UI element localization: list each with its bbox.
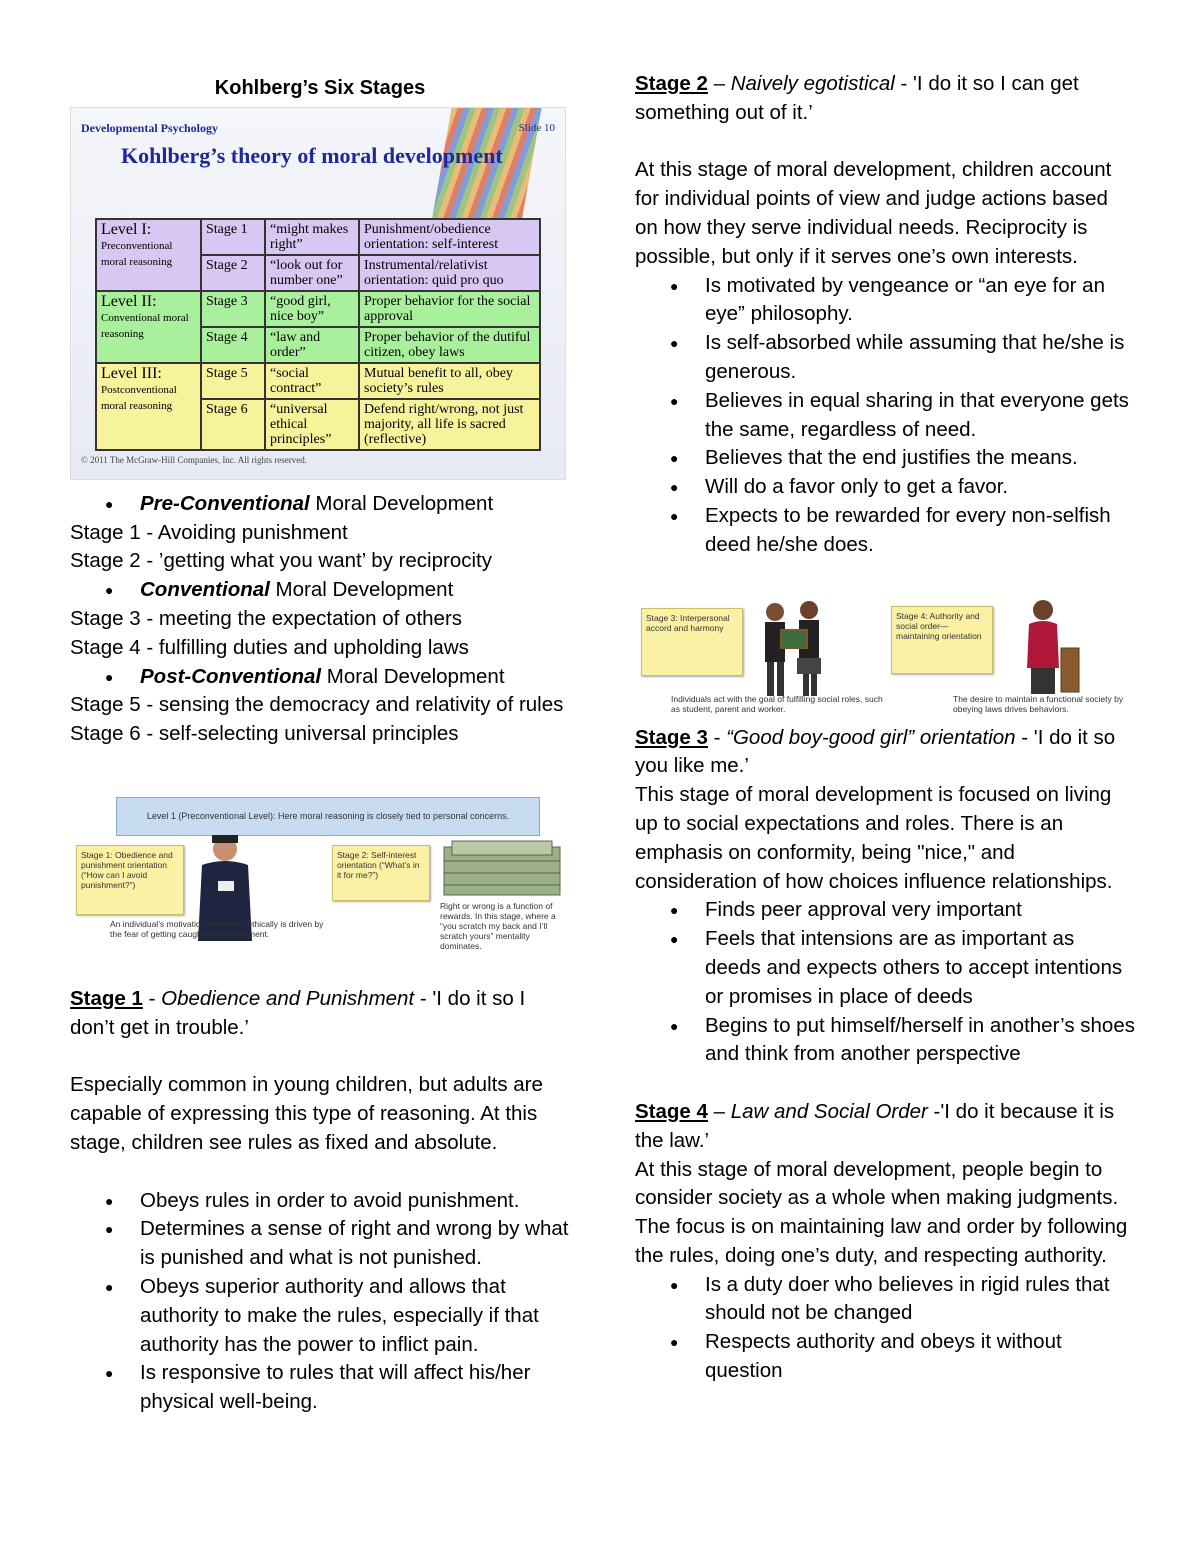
desc-cell: Punishment/obedience orientation: self-interest <box>359 219 540 255</box>
stage-cell: Stage 5 <box>201 363 265 399</box>
stage2-heading <box>635 70 1135 128</box>
motto-cell: “might makes right” <box>265 219 359 255</box>
stage4-name: Law and Social Order <box>730 1099 928 1123</box>
stage1-note: Stage 1: Obedience and punishment orientation (“How can I avoid punishment?”) <box>76 845 184 915</box>
level-label: Level II: <box>101 292 157 310</box>
level-rest: Moral Development <box>309 491 494 515</box>
list-item <box>140 490 570 519</box>
motto-cell: “look out for number one” <box>265 255 359 291</box>
list-item <box>140 576 570 605</box>
right-column <box>635 70 1135 1386</box>
stage2-caption: Right or wrong is a function of rewards. In this stage, where a “you scratch my back and I’ll scratch yours” mentality dominates. <box>440 900 556 951</box>
stage2-quote: - 'I do it so I can get something out of it.’ <box>635 72 1079 124</box>
slide-header-left: Developmental Psychology <box>81 120 218 135</box>
stage4-caption: The desire to maintain a functional society by obeying laws drives behaviors. <box>953 693 1124 714</box>
level-rest: Moral Development <box>269 578 454 602</box>
stage3-quote: - 'I do it so you like me.’ <box>635 725 1116 778</box>
motto-cell: “good girl, nice boy” <box>265 291 359 327</box>
stage3-label: Stage 3 <box>635 725 708 749</box>
level-sublabel: Conventional moral reasoning <box>101 311 189 340</box>
stage4-note: Stage 4: Authority and social order—maintaining orientation <box>891 606 993 674</box>
stage3-bullets <box>635 896 1135 1069</box>
stage2-paragraph: At this stage of moral development, children account for individual points of view and judge actions based on how they serve individual needs. Reciprocity is possible, but only if it serves one’s own interests. <box>635 158 1112 268</box>
list-item <box>140 663 570 692</box>
list-item: ● Respects authority and obeys it without question <box>705 1328 1135 1386</box>
list-item: ● Feels that intensions are as important as deeds and expects others to accept intentions or promises in place of deeds <box>705 925 1135 1011</box>
heading-dash: – <box>707 1099 731 1123</box>
stage-summary: Stage 4 - fulfilling duties and upholding laws <box>70 635 469 659</box>
stage1-label: Stage 1 <box>70 986 143 1010</box>
stage-summary: Stage 5 - sensing the democracy and relativity of rules <box>70 693 564 717</box>
stage2-name: Naively egotistical <box>730 72 895 95</box>
list-item: ● Expects to be rewarded for every non-selfish deed he/she does. <box>705 502 1135 560</box>
stage3-paragraph: This stage of moral development is focused on living up to social expectations and roles. There is an emphasis on conformity, being "nice," and consideration of how choices influence relationships. <box>635 783 1113 893</box>
level1-illustration <box>70 791 564 951</box>
list-item: ● Will do a favor only to get a favor. <box>705 473 1135 502</box>
level-label: Level I: <box>101 220 152 238</box>
stage4-bullets <box>635 1271 1135 1386</box>
slide-title: Kohlberg’s theory of moral development <box>121 142 503 168</box>
teacher-figure <box>1015 598 1085 698</box>
desc-cell: Proper behavior for the social approval <box>359 291 540 327</box>
list-item: ● Believes in equal sharing in that everyone gets the same, regardless of need. <box>705 387 1135 445</box>
list-item: ● Is motivated by vengeance or “an eye for an eye” philosophy. <box>705 272 1135 330</box>
motto-cell: “universal ethical principles” <box>265 399 359 450</box>
level2-illustration <box>635 598 1129 720</box>
stage1-bullets <box>70 1187 570 1417</box>
level-list-3 <box>70 663 570 692</box>
motto-cell: “social contract” <box>265 363 359 399</box>
stage1-quote: - 'I do it so I don’t get in trouble.’ <box>70 986 526 1039</box>
stage1-name: Obedience and Punishment <box>161 986 415 1010</box>
heading-dash: - <box>142 986 162 1010</box>
stage2-note: Stage 2: Self-interest orientation (“What’s in it for me?”) <box>332 845 430 901</box>
level-lead: Post-Conventional <box>140 664 322 688</box>
list-item: ● Finds peer approval very important <box>705 896 1135 925</box>
desc-cell: Mutual benefit to all, obey society’s rules <box>359 363 540 399</box>
stage4-quote: -'I do it because it is the law.’ <box>635 1099 1115 1152</box>
stage3-name: “Good boy-good girl” orientation <box>726 725 1016 749</box>
stage-summary: Stage 1 - Avoiding punishment <box>70 520 348 544</box>
students-figure <box>753 598 833 698</box>
level-lead: Pre-Conventional <box>140 491 310 515</box>
level-list-1 <box>70 490 570 519</box>
desc-cell: Instrumental/relativist orientation: quid pro quo <box>359 255 540 291</box>
stage3-note: Stage 3: Interpersonal accord and harmony <box>641 608 743 676</box>
stage-cell: Stage 2 <box>201 255 265 291</box>
stage-summary: Stage 2 - ’getting what you want’ by reciprocity <box>70 549 492 573</box>
list-item: ● Is self-absorbed while assuming that he/she is generous. <box>705 329 1135 387</box>
list-item: ● Is a duty doer who believes in rigid rules that should not be changed <box>705 1271 1135 1329</box>
level-sublabel: Postconventional moral reasoning <box>101 383 177 412</box>
left-column <box>70 70 570 1417</box>
stage-cell: Stage 3 <box>201 291 265 327</box>
stage1-heading <box>70 985 570 1043</box>
stage-cell: Stage 4 <box>201 327 265 363</box>
level-label: Level III: <box>101 364 162 382</box>
stage3-caption: Individuals act with the goal of fulfilling social roles, such as student, parent and worker. <box>671 693 883 714</box>
stage3-heading <box>635 724 1135 782</box>
level-sublabel: Preconventional moral reasoning <box>101 239 173 268</box>
stage-cell: Stage 6 <box>201 399 265 450</box>
list-item: ● Begins to put himself/herself in another’s shoes and think from another perspective <box>705 1012 1135 1070</box>
stage-summary: Stage 3 - meeting the expectation of others <box>70 606 463 630</box>
stage1-caption: An individual’s motivation to behave ethically is driven by the fear of getting caught and punishment. <box>110 918 324 939</box>
stage4-label: Stage 4 <box>635 1099 708 1123</box>
list-item: ● Determines a sense of right and wrong by what is punished and what is not punished. <box>140 1215 570 1273</box>
stage-cell: Stage 1 <box>201 219 265 255</box>
stage-summary: Stage 6 - self-selecting universal principles <box>70 722 459 746</box>
money-stack-figure <box>440 837 564 899</box>
stage1-paragraph: Especially common in young children, but adults are capable of expressing this type of reasoning. At this stage, children see rules as fixed and absolute. <box>70 1073 543 1154</box>
table-row <box>96 219 540 255</box>
level-list-2 <box>70 576 570 605</box>
list-item: ● Obeys superior authority and allows that authority to make the rules, especially if that authority has the power to inflict pain. <box>140 1273 570 1359</box>
stage2-bullets <box>635 272 1135 560</box>
table-row <box>96 363 540 399</box>
list-item: ● Believes that the end justifies the means. <box>705 444 1135 473</box>
slide-footer: © 2011 The McGraw-Hill Companies, Inc. All rights reserved. <box>81 455 308 465</box>
level-rest: Moral Development <box>321 664 505 688</box>
heading-dash: – <box>707 72 731 95</box>
page-title: Kohlberg’s Six Stages <box>214 77 426 99</box>
level1-banner: Level 1 (Preconventional Level): Here moral reasoning is closely tied to personal concerns. <box>116 797 540 836</box>
list-item: ● Is responsive to rules that will affect his/her physical well-being. <box>140 1359 570 1417</box>
table-row <box>96 291 540 327</box>
stage2-label: Stage 2 <box>635 72 708 95</box>
level-lead: Conventional <box>140 578 270 602</box>
stage4-paragraph: At this stage of moral development, people begin to consider society as a whole when making judgments. The focus is on maintaining law and order by following the rules, doing one’s duty, and respecting authority. <box>635 1157 1128 1267</box>
stages-table <box>95 218 541 451</box>
list-item: ● Obeys rules in order to avoid punishment. <box>140 1187 570 1216</box>
slide-header-right: Slide 10 <box>518 121 555 134</box>
desc-cell: Defend right/wrong, not just majority, all life is sacred (reflective) <box>359 399 540 450</box>
heading-dash: - <box>707 725 727 749</box>
kohlberg-slide-image <box>70 107 566 480</box>
motto-cell: “law and order” <box>265 327 359 363</box>
stage4-heading <box>635 1098 1135 1156</box>
desc-cell: Proper behavior of the dutiful citizen, obey laws <box>359 327 540 363</box>
